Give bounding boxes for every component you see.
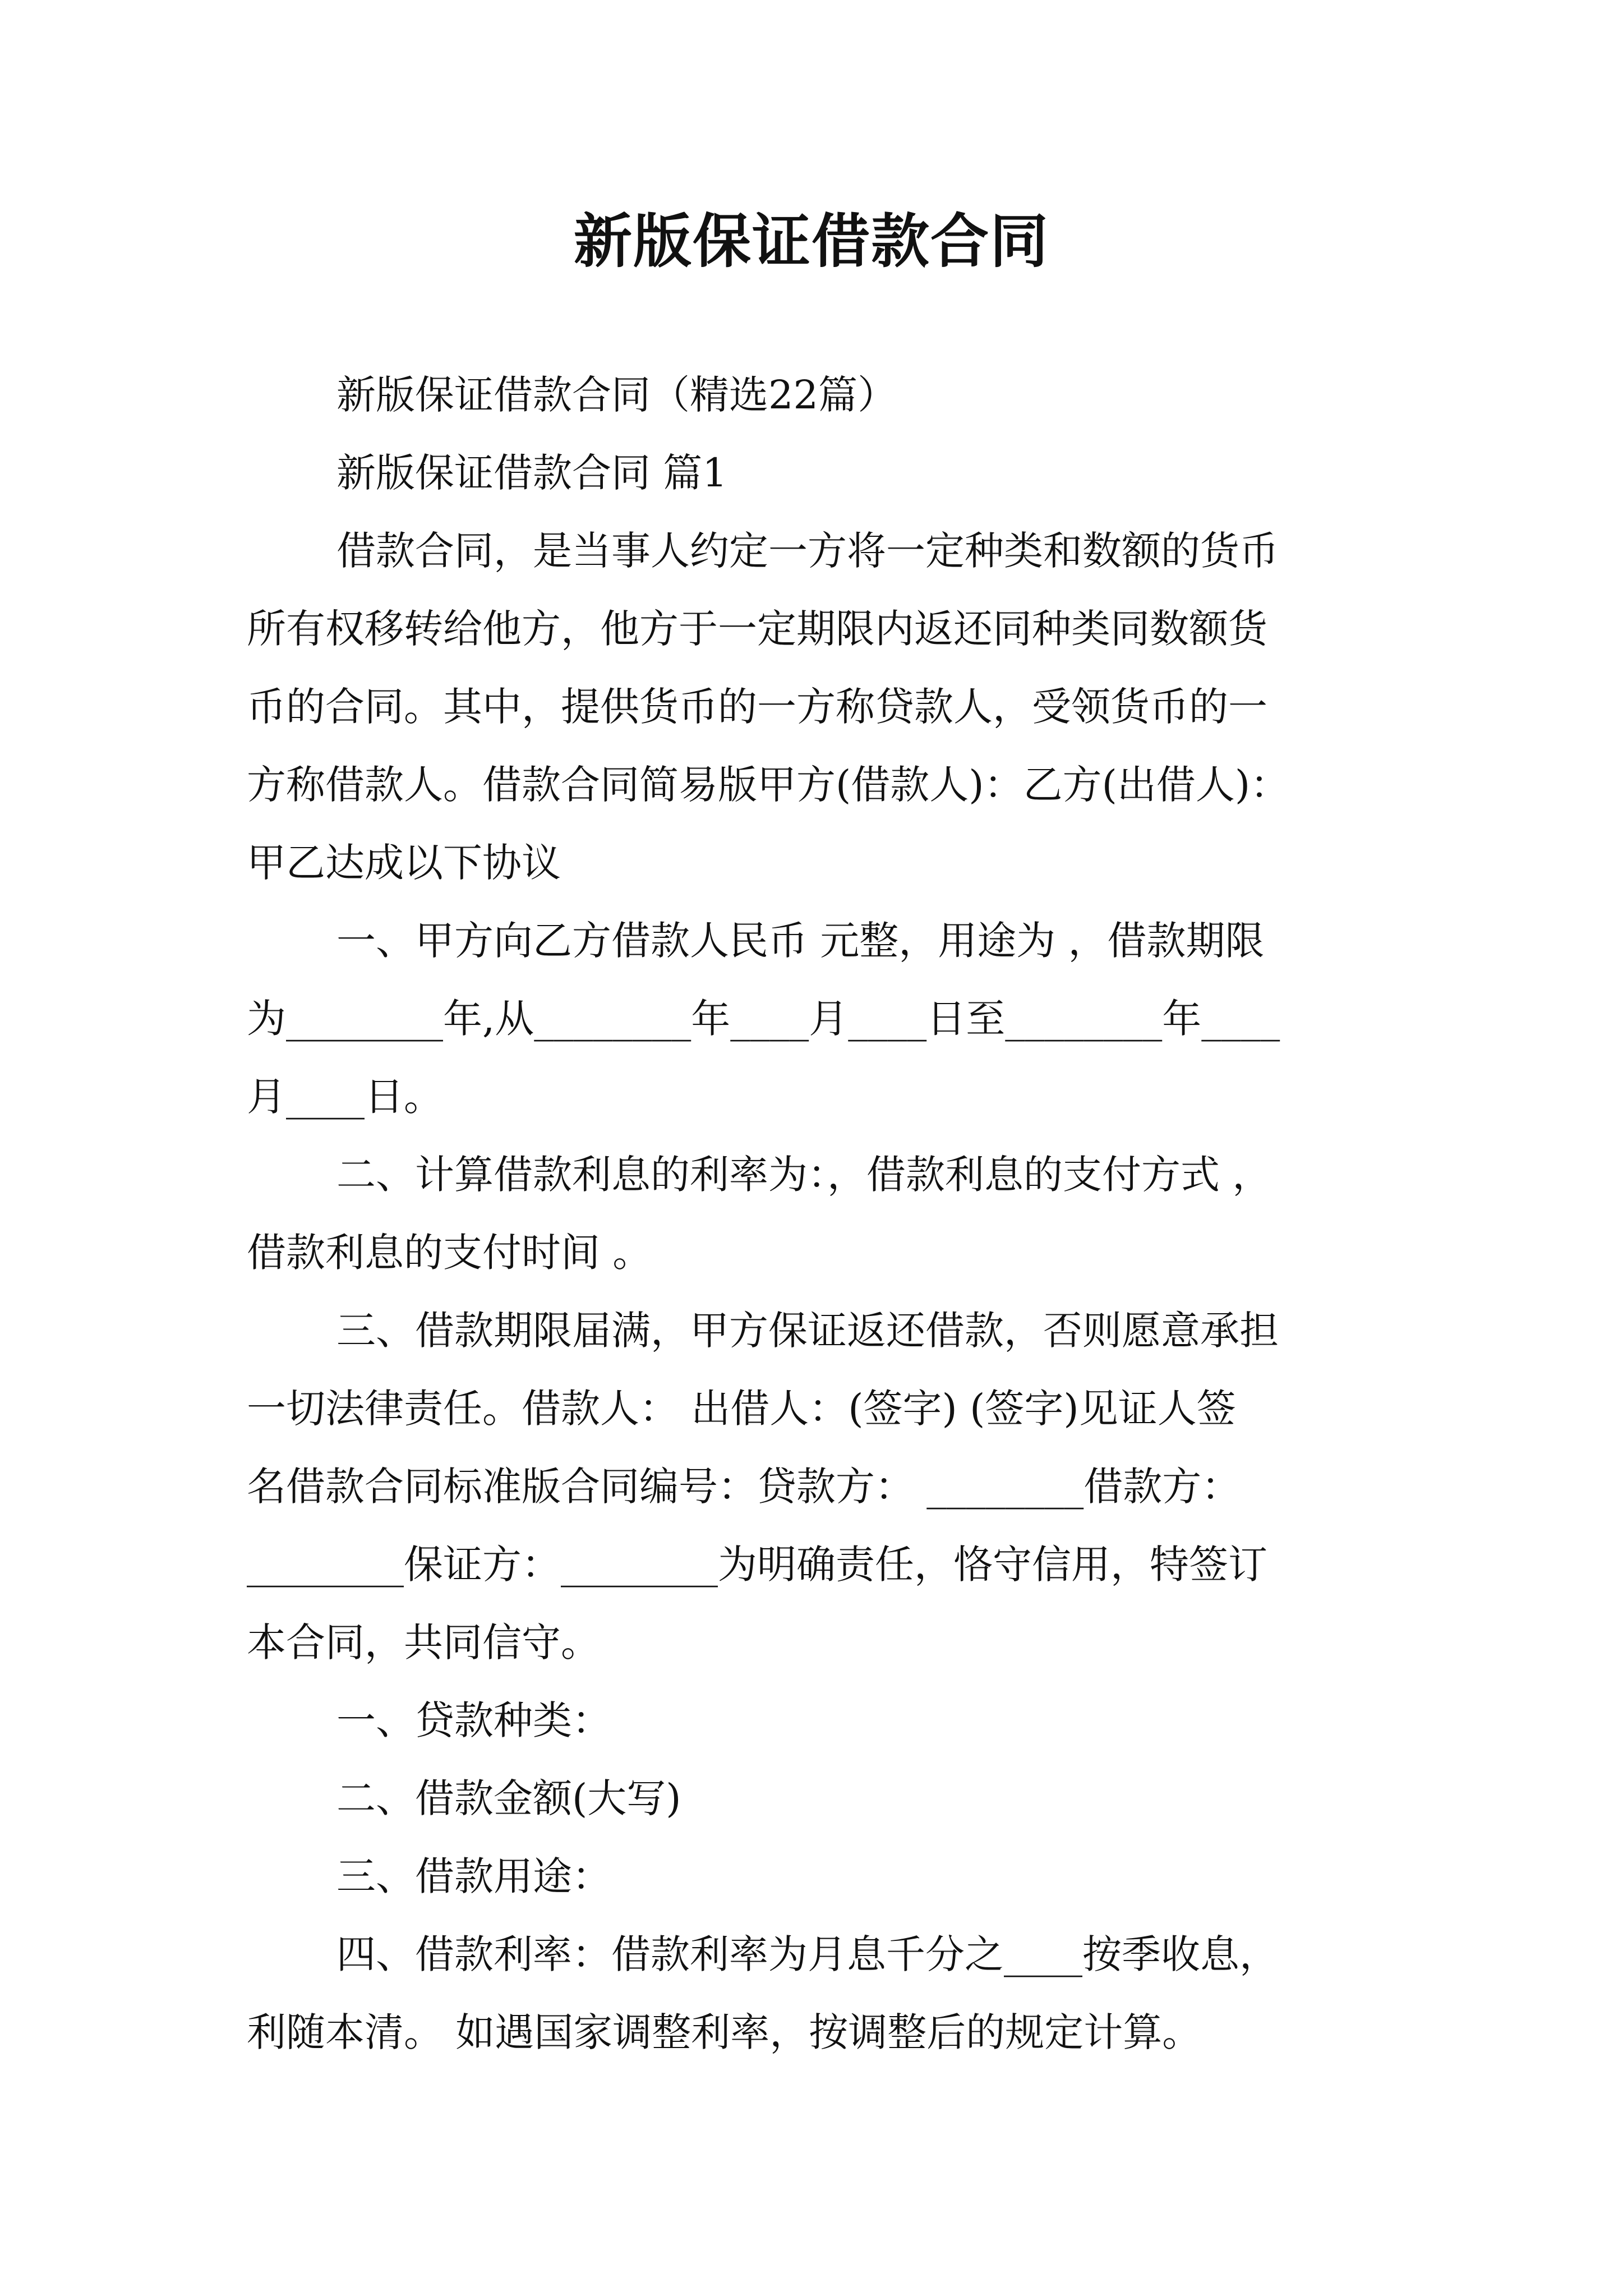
- paragraph-line: 新版保证借款合同（精选22篇）: [336, 372, 897, 418]
- paragraph-line: 三、借款用途：: [336, 1853, 611, 1899]
- paragraph-line: 一、甲方向乙方借款人民币 元整，用途为 ，借款期限: [336, 918, 1265, 964]
- paragraph-line: 名借款合同标准版合同编号：贷款方： ________借款方：: [247, 1464, 1241, 1510]
- paragraph-line: 二、计算借款利息的利率为：，借款利息的支付方式 ，: [336, 1152, 1272, 1198]
- paragraph-line: 币的合同。其中，提供货币的一方称贷款人，受领货币的一: [247, 684, 1267, 730]
- paragraph-line: 利随本清。 如遇国家调整利率，按调整后的规定计算。: [247, 2009, 1202, 2055]
- paragraph-line: ________保证方：________为明确责任，恪守信用，特签订: [247, 1542, 1267, 1588]
- paragraph-line: 方称借款人。借款合同简易版甲方(借款人)：乙方(出借人)：: [247, 762, 1290, 808]
- paragraph-line: 本合同，共同信守。: [247, 1619, 600, 1665]
- paragraph-line: 新版保证借款合同 篇1: [336, 450, 727, 496]
- paragraph-line: 甲乙达成以下协议: [247, 840, 561, 886]
- paragraph-line: 所有权移转给他方，他方于一定期限内返还同种类同数额货: [247, 606, 1267, 652]
- paragraph-line: 一切法律责任。借款人： 出借人：(签字) (签字)见证人签: [247, 1386, 1236, 1432]
- paragraph-line: 一、贷款种类：: [336, 1697, 611, 1743]
- paragraph-line: 月____日。: [247, 1074, 443, 1120]
- paragraph-line: 二、借款金额(大写): [336, 1775, 681, 1821]
- paragraph-line: 四、借款利率：借款利率为月息千分之____按季收息，: [336, 1931, 1279, 1977]
- document-title: 新版保证借款合同: [573, 206, 1049, 275]
- paragraph-line: 为________年,从________年____月____日至________年____: [247, 996, 1280, 1042]
- paragraph-line: 借款合同，是当事人约定一方将一定种类和数额的货币: [336, 528, 1279, 574]
- paragraph-line: 借款利息的支付时间 。: [247, 1230, 652, 1276]
- paragraph-line: 三、借款期限届满，甲方保证返还借款，否则愿意承担: [336, 1308, 1279, 1354]
